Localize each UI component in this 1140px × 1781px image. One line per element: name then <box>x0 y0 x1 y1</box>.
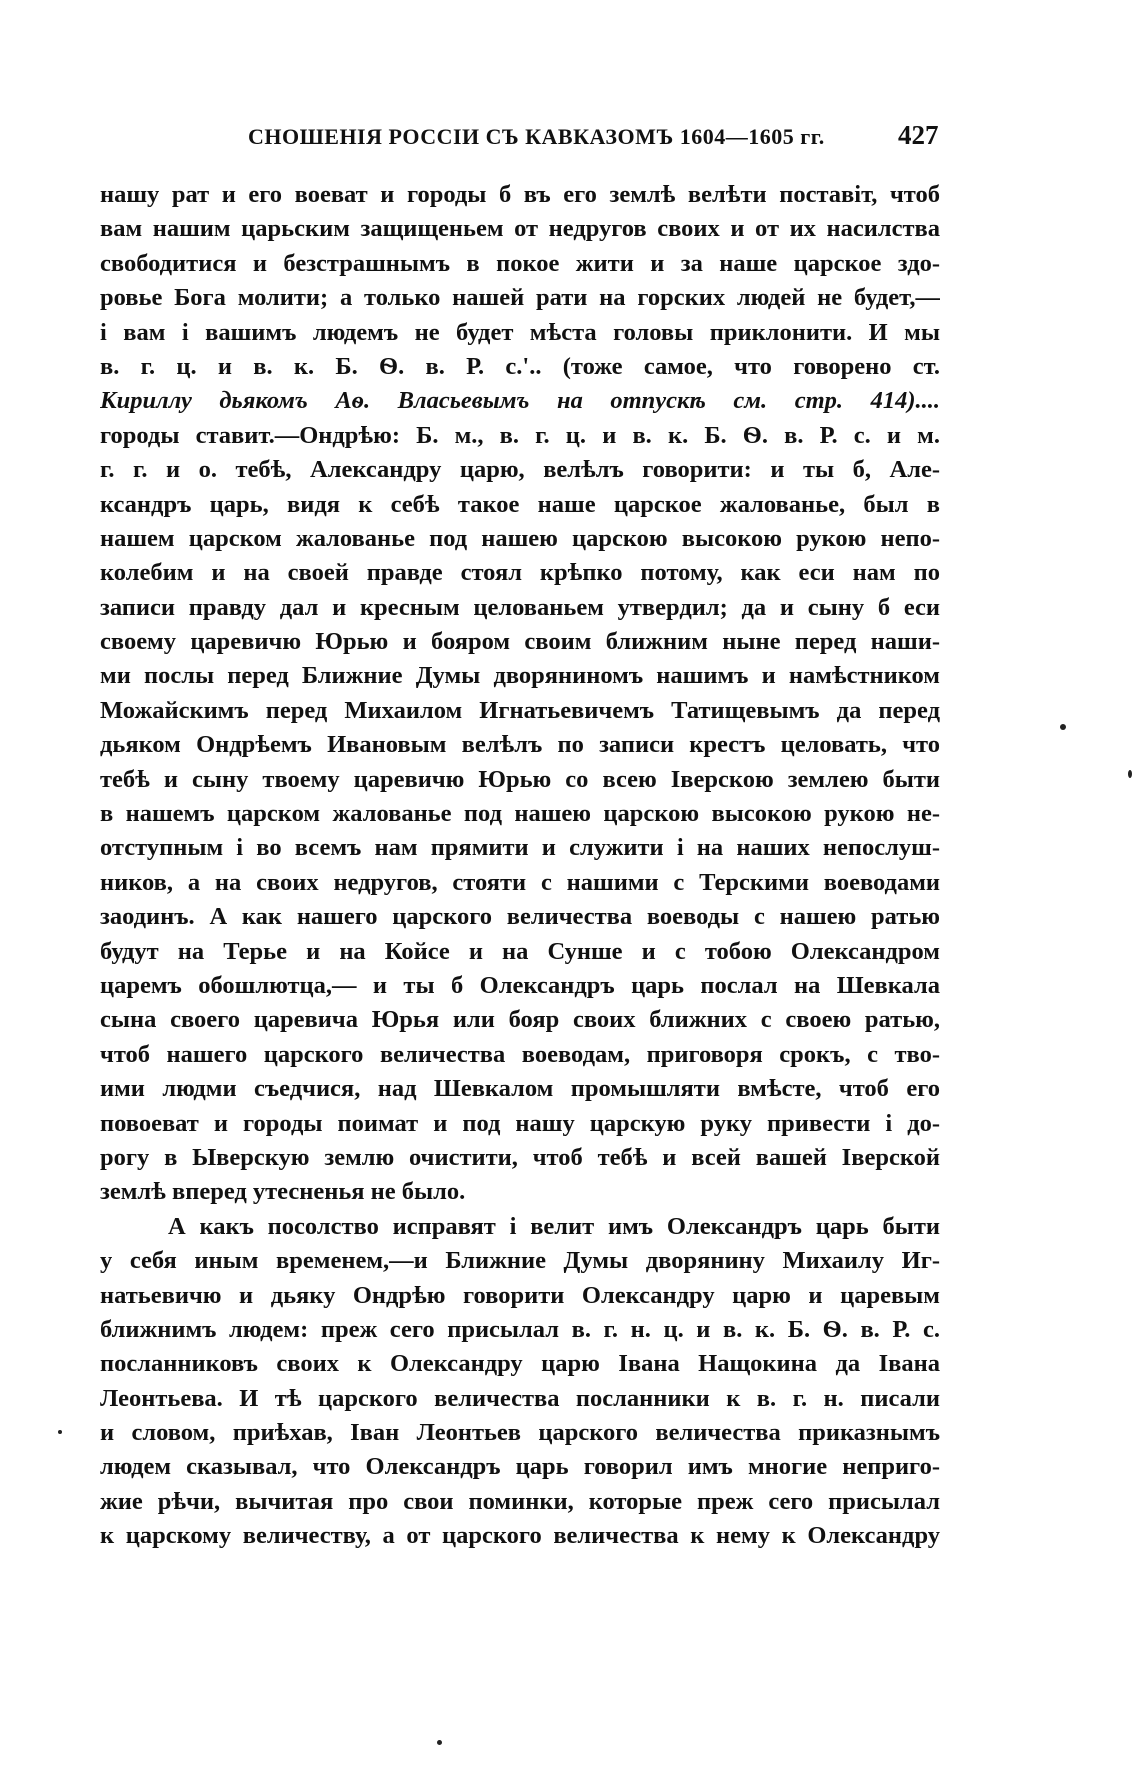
text-line: в. г. ц. и в. к. Б. Ѳ. в. Р. с.'.. (тоже самое, что говорено ст. <box>100 352 940 380</box>
text-line: своему царевичю Юрью и бояром своим ближним ныне перед наши- <box>100 628 940 656</box>
text-line: Можайскимъ перед Михаилом Игнатьевичемъ Татищевымъ да перед <box>100 696 940 724</box>
ink-speck <box>1060 724 1066 730</box>
text-line: жие рѣчи, вычитая про свои поминки, которые преж сего присылал <box>100 1487 940 1515</box>
text-line: вам нашим царьским защищеньем от недругов своих и от их насилства <box>100 215 940 243</box>
text-line: свободитися и безстрашнымъ в покое жити и за наше царское здо- <box>100 249 940 277</box>
text-line: дьяком Ондрѣемъ Ивановым велѣлъ по записи крестъ целовать, что <box>100 731 940 759</box>
text-line-italic: Кириллу дьякомъ Аѳ. Власьевымъ на отпускѣ см. стр. 414).... <box>100 387 940 415</box>
text-line: повоеват и городы поимат и под нашу царскую руку привести і до- <box>100 1109 940 1137</box>
ink-speck <box>1128 770 1132 778</box>
text-line: к царскому величеству, а от царского величества к нему к Олександру <box>100 1522 940 1550</box>
text-line: чтоб нашего царского величества воеводам, приговоря срокъ, с тво- <box>100 1040 940 1068</box>
text-line: будут на Терье и на Койсе и на Сунше и с тобою Олександром <box>100 937 940 965</box>
body-text <box>100 178 940 1554</box>
text-line: ксандръ царь, видя к себѣ такое наше царское жалованье, был в <box>100 490 940 518</box>
ink-speck <box>437 1740 442 1745</box>
text-line: посланниковъ своих к Олександру царю Івана Нащокина да Івана <box>100 1350 940 1378</box>
page-header <box>0 120 1140 164</box>
text-line: царемъ обошлютца,— и ты б Олександръ царь послал на Шевкала <box>100 971 940 999</box>
page-number: 427 <box>898 120 939 150</box>
text-line: нашу рат и его воеват и городы б въ его землѣ велѣти поставіт, чтоб <box>100 181 940 208</box>
text-line: натьевичю и дьяку Ондрѣю говорити Олександру царю и царевым <box>100 1281 940 1309</box>
running-title: СНОШЕНІЯ РОССІИ СЪ КАВКАЗОМЪ 1604—1605 гг. <box>248 124 825 149</box>
text-line: заодинъ. А как нашего царского величества воеводы с нашею ратью <box>100 903 940 931</box>
text-line: городы ставит.—Ондрѣю: Б. м., в. г. ц. и в. к. Б. Ѳ. в. Р. с. и м. <box>100 421 940 449</box>
text-line: колебим и на своей правде стоял крѣпко потому, как еси нам по <box>100 559 940 587</box>
ink-speck <box>58 1430 62 1434</box>
text-line: ближнимъ людем: преж сего присылал в. г. н. ц. и в. к. Б. Ѳ. в. Р. с. <box>100 1315 940 1343</box>
text-line: ровье Бога молити; а только нашей рати на горских людей не будет,— <box>100 284 940 312</box>
text-line: и словом, приѣхав, Іван Леонтьев царского величества приказнымъ <box>100 1419 940 1447</box>
text-line: г. г. и о. тебѣ, Александру царю, велѣлъ говорити: и ты б, Але- <box>100 456 940 484</box>
text-line: сына своего царевича Юрья или бояр своих ближних с своею ратью, <box>100 1006 940 1034</box>
text-line: і вам і вашимъ людемъ не будет мѣста головы приклонити. И мы <box>100 318 940 346</box>
text-line: Леонтьева. И тѣ царского величества посланники к в. г. н. писали <box>100 1384 940 1412</box>
text-line: ников, а на своих недругов, стояти с нашими с Терскими воеводами <box>100 868 940 896</box>
text-line: записи правду дал и кресным целованьем утвердил; да и сыну б еси <box>100 593 940 621</box>
text-line-paragraph-end: землѣ вперед утесненья не было. <box>100 1178 466 1206</box>
text-line: в нашемъ царском жалованье под нашею царскою высокою рукою не- <box>100 800 940 828</box>
text-line: рогу в Ыверскую землю очистити, чтоб тебѣ и всей вашей Іверской <box>100 1143 940 1171</box>
text-line: отступным і во всемъ нам прямити и служити і на наших непослуш- <box>100 834 940 862</box>
text-line: ми послы перед Ближние Думы дворяниномъ нашимъ и намѣстником <box>100 662 940 690</box>
text-line: у себя иным временем,—и Ближние Думы дворянину Михаилу Иг- <box>100 1247 940 1275</box>
text-line: людем сказывал, что Олександръ царь говорил имъ многие неприго- <box>100 1453 940 1481</box>
text-line: нашем царском жалованье под нашею царскою высокою рукою непо- <box>100 524 940 552</box>
text-line-paragraph-start: А какъ посолство исправят і велит имъ Олександръ царь быти <box>168 1212 940 1240</box>
text-line: тебѣ и сыну твоему царевичю Юрью со всею Іверскою землею быти <box>100 765 940 793</box>
text-line: ими людми съедчися, над Шевкалом промышляти вмѣсте, чтоб его <box>100 1075 940 1103</box>
